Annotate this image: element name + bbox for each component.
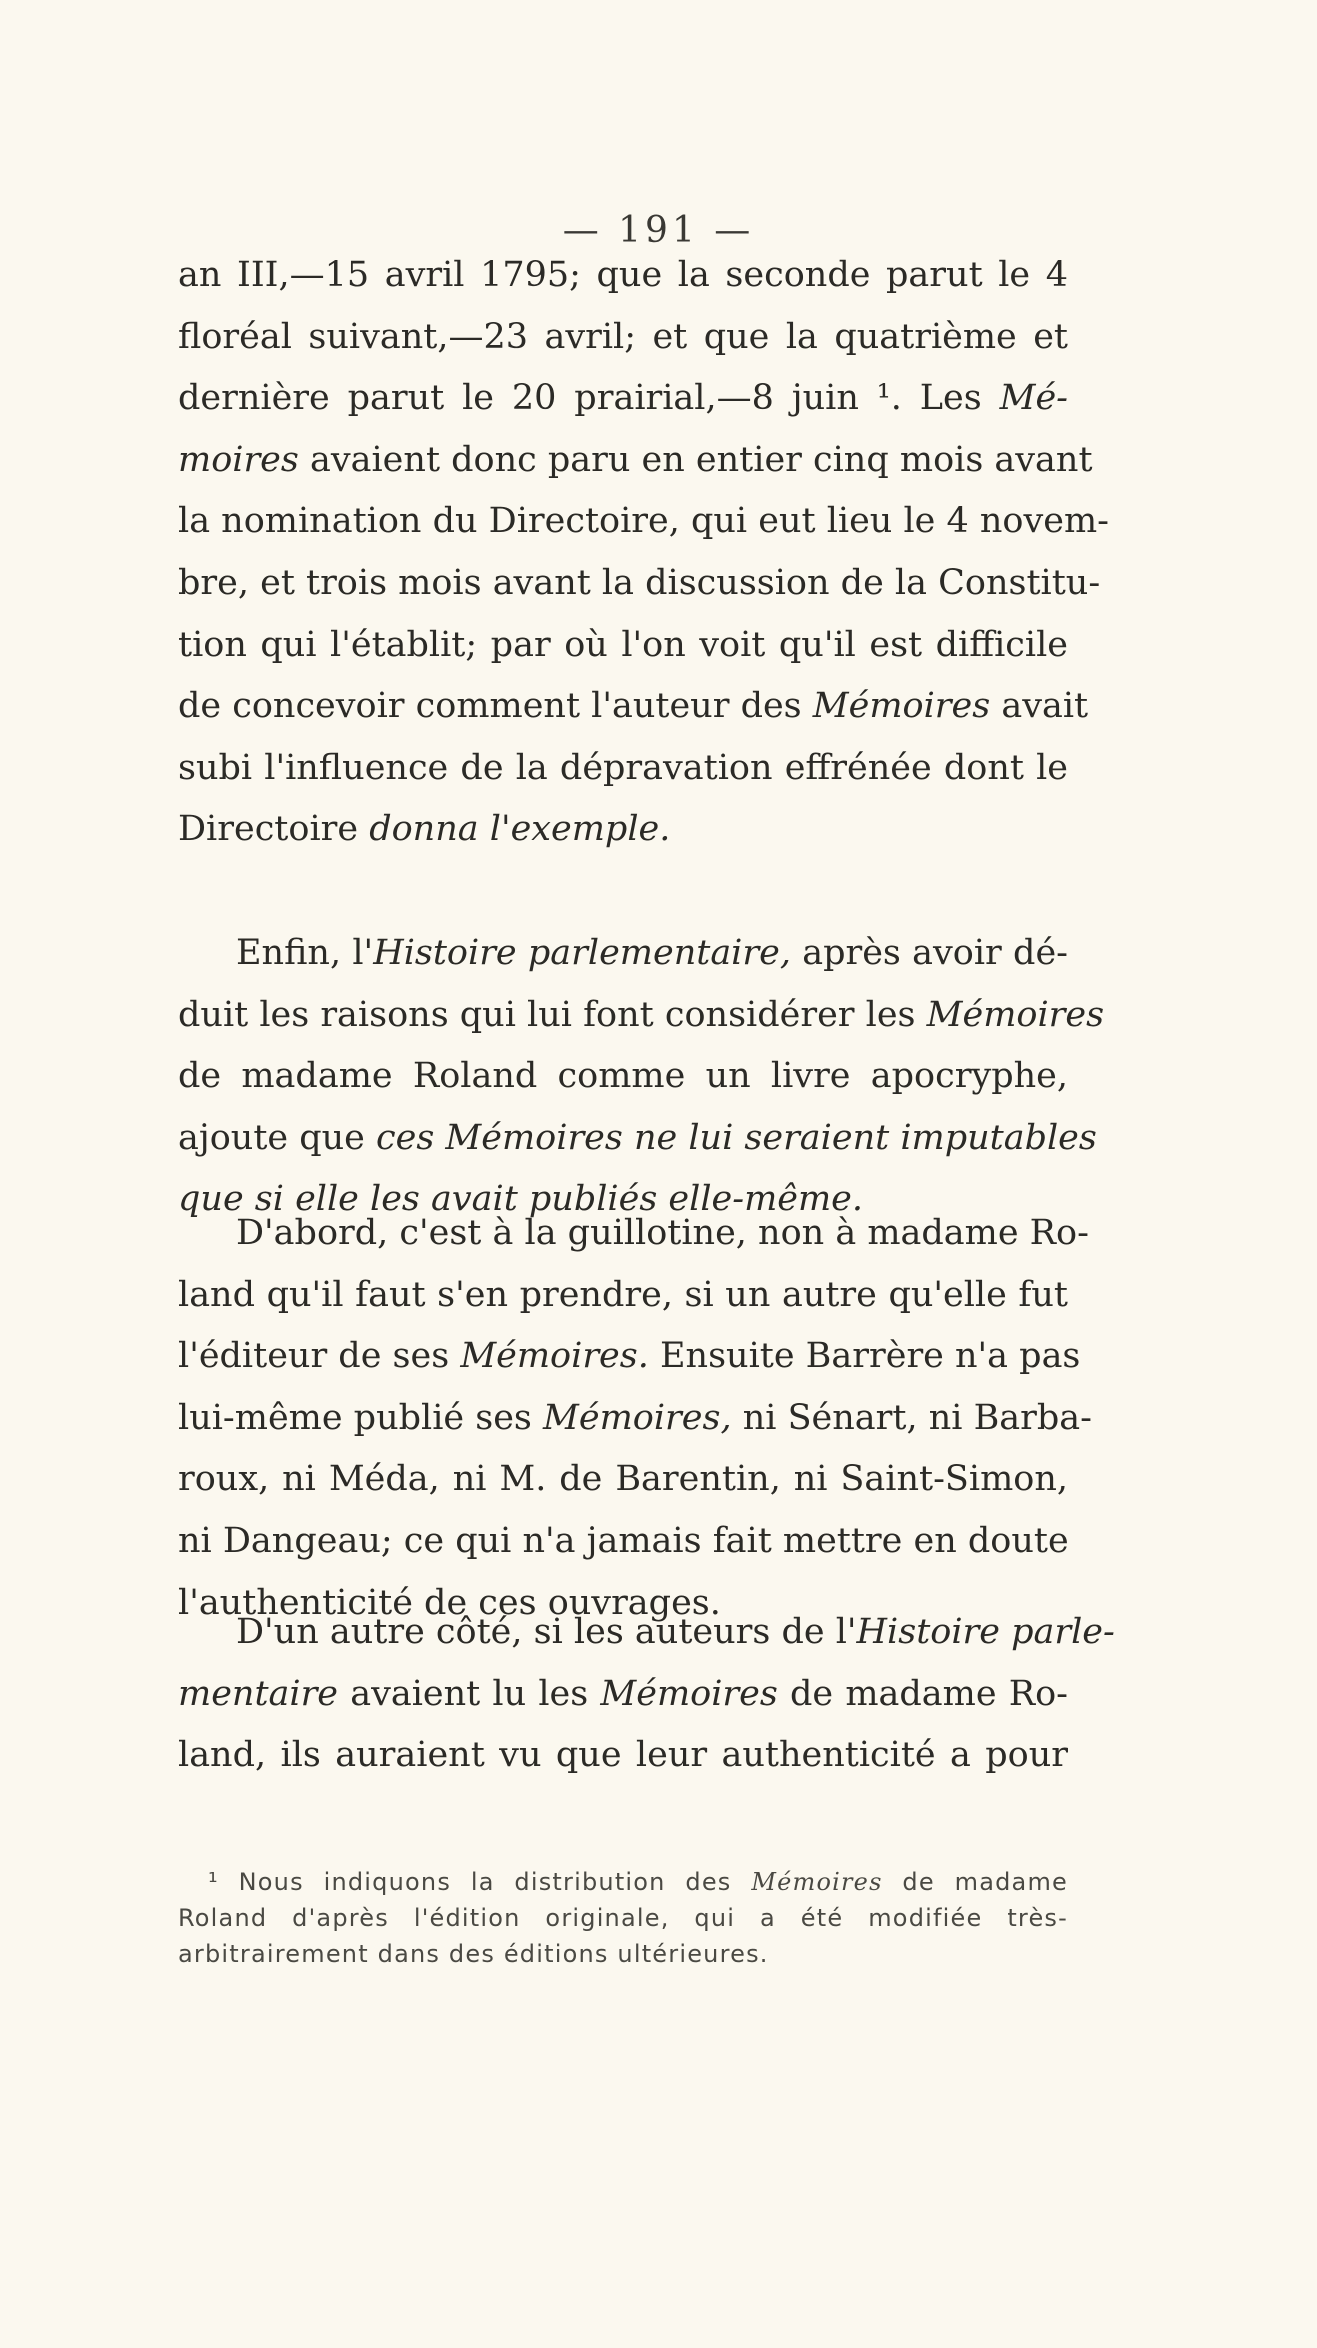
text-run: avait (990, 686, 1089, 727)
text-run: la nomination du Directoire, qui eut lieu le 4 novem- (178, 501, 1110, 542)
text-line (178, 676, 1089, 738)
footnote-line (178, 1936, 1068, 1972)
text-line (178, 1265, 1068, 1327)
text-line (178, 1725, 1068, 1787)
italic-text: Mémoires (926, 994, 1105, 1035)
italic-text: Histoire parlementaire, (373, 933, 791, 973)
text-line (178, 1046, 1068, 1108)
text-run: roux, ni Méda, ni M. de Barentin, ni Saint-Simon, (178, 1459, 1068, 1500)
text-run: tion qui l'établit; par où l'on voit qu'il est difficile (178, 624, 1068, 665)
text-run: de madame Roland comme un livre apocryphe, (178, 1056, 1068, 1097)
text-run: avaient lu les (338, 1673, 601, 1714)
text-run: D'abord, c'est à la guillotine, non à madame Ro- (236, 1213, 1089, 1253)
italic-text: Mémoires, (543, 1397, 732, 1438)
paragraph-4 (178, 1602, 1115, 1787)
text-line (178, 1388, 1092, 1450)
italic-text: mentaire (178, 1673, 339, 1714)
text-run: de madame Ro- (777, 1673, 1068, 1714)
text-line (178, 615, 1068, 677)
italic-text: Mé- (999, 378, 1068, 419)
italic-text: moires (178, 439, 299, 480)
italic-text: Mémoires (600, 1673, 778, 1714)
text-run: duit les raisons qui lui font considérer les (178, 994, 927, 1035)
italic-text: Histoire parle- (856, 1612, 1115, 1652)
text-run: lui-même publié ses (178, 1397, 544, 1438)
text-run: Roland d'après l'édition originale, qui a été modifiée très- (178, 1904, 1068, 1932)
text-run: ni Dangeau; ce qui n'a jamais fait mettre en doute (178, 1520, 1069, 1561)
text-line (178, 307, 1068, 369)
text-line (178, 738, 1068, 800)
text-run: ¹ Nous indiquons la distribution des (208, 1868, 752, 1896)
italic-text: ces Mémoires ne lui seraient imputables (376, 1117, 1097, 1158)
text-run: ni Sénart, ni Barba- (731, 1397, 1092, 1438)
text-line (178, 799, 1068, 861)
text-run: avaient donc paru en entier cinq mois avant (298, 439, 1093, 480)
italic-text: Mémoires (812, 686, 991, 727)
text-line (178, 1108, 1097, 1170)
text-line (178, 368, 1068, 430)
text-run: Ensuite Barrère n'a pas (648, 1336, 1081, 1377)
italic-text: donna l'exemple. (369, 809, 671, 850)
paragraph-2 (178, 923, 1105, 1231)
text-run: land, ils auraient vu que leur authenticité a pour (178, 1735, 1068, 1776)
text-run: floréal suivant,—23 avril; et que la quatrième et (178, 316, 1068, 357)
text-run: de madame (882, 1868, 1068, 1896)
italic-text: Mémoires (751, 1868, 883, 1896)
italic-text: que si elle les avait publiés elle-même. (178, 1179, 863, 1220)
text-run: après avoir dé- (790, 933, 1068, 973)
text-run: subi l'influence de la dépravation effrénée dont le (178, 747, 1068, 788)
page-number: — 191 — (562, 210, 755, 251)
footnote-line (178, 1864, 1068, 1900)
text-line (178, 553, 1101, 615)
text-line (178, 923, 1068, 985)
text-line (178, 1664, 1068, 1726)
text-run: l'authenticité de ces ouvrages. (178, 1582, 721, 1623)
text-run: D'un autre côté, si les auteurs de l' (236, 1612, 857, 1652)
text-run: Directoire (178, 809, 370, 850)
text-line (178, 1203, 1089, 1265)
footnote-line (178, 1900, 1068, 1936)
text-run: de concevoir comment l'auteur des (178, 686, 813, 727)
italic-text: Mémoires. (460, 1336, 649, 1377)
text-run: bre, et trois mois avant la discussion de la Constitu- (178, 562, 1101, 603)
text-run: an III,—15 avril 1795; que la seconde parut le 4 (178, 255, 1068, 295)
text-run: land qu'il faut s'en prendre, si un autre qu'elle fut (178, 1274, 1068, 1315)
text-line (178, 430, 1093, 492)
text-line (178, 1602, 1115, 1664)
text-line (178, 985, 1105, 1047)
text-run: ajoute que (178, 1117, 377, 1158)
text-line (178, 245, 1068, 307)
text-line (178, 1511, 1068, 1573)
text-run: l'éditeur de ses (178, 1336, 461, 1377)
footnote (178, 1864, 1068, 1972)
text-line (178, 491, 1110, 553)
text-line (178, 1326, 1081, 1388)
paragraph-1 (178, 245, 1110, 861)
text-run: Enfin, l' (236, 933, 374, 973)
text-run: arbitrairement dans des éditions ultérieures. (178, 1940, 769, 1968)
text-line (178, 1449, 1068, 1511)
text-run: dernière parut le 20 prairial,—8 juin ¹. Les (178, 378, 1000, 419)
